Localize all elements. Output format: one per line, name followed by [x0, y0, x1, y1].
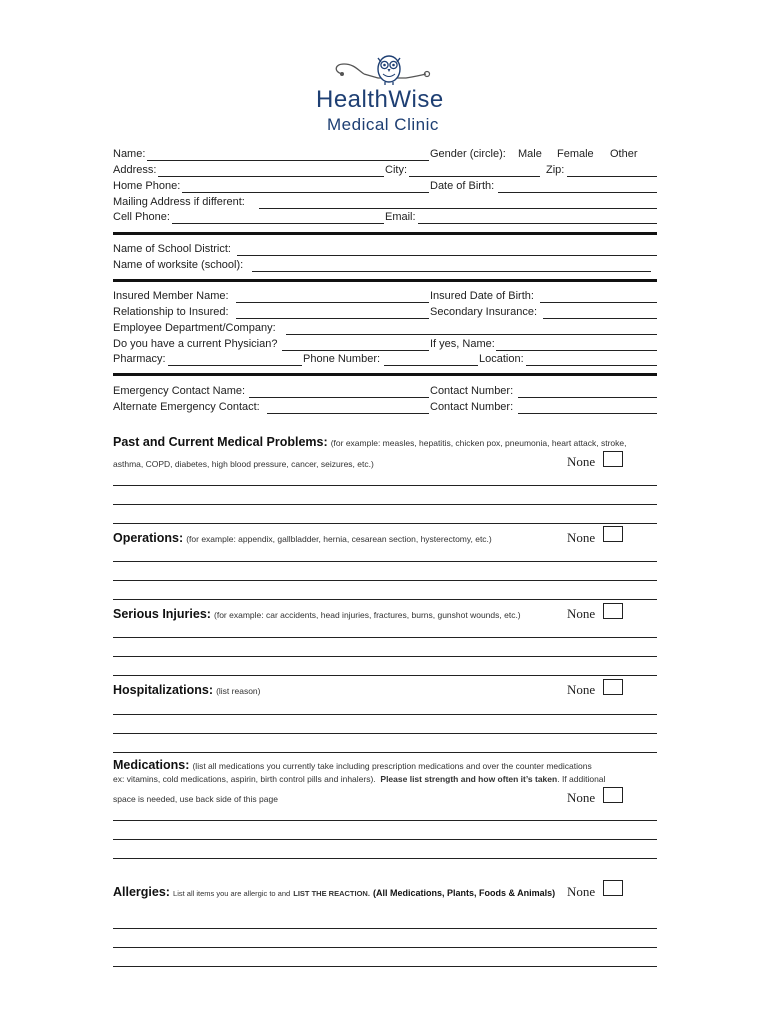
injuries-note: (for example: car accidents, head injuries, fractures, burns, gunshot wounds, etc.): [214, 610, 521, 620]
answer-line[interactable]: [113, 839, 657, 840]
address-label: Address:: [113, 164, 157, 176]
answer-line[interactable]: [113, 561, 657, 562]
name-field[interactable]: [147, 160, 429, 161]
answer-line[interactable]: [113, 966, 657, 967]
answer-line[interactable]: [113, 928, 657, 929]
pharmacy-location-field[interactable]: [526, 365, 657, 366]
home-phone-label: Home Phone:: [113, 180, 181, 192]
allergies-note: List all items you are allergic to and: [173, 889, 291, 898]
physician-field[interactable]: [282, 350, 429, 351]
section-divider: [113, 373, 657, 376]
pharmacy-phone-field[interactable]: [384, 365, 478, 366]
emergency-contact-field[interactable]: [249, 397, 429, 398]
gender-option-female[interactable]: Female: [557, 148, 594, 160]
pharmacy-field[interactable]: [168, 365, 302, 366]
medications-note-emphasis: Please list strength and how often it’s taken: [380, 774, 558, 784]
logo-subtitle: Medical Clinic: [327, 115, 439, 134]
medications-note-line3: space is needed, use back side of this page: [113, 794, 278, 804]
allergies-none-checkbox[interactable]: [603, 880, 623, 896]
answer-line[interactable]: [113, 523, 657, 524]
school-district-field[interactable]: [237, 255, 657, 256]
answer-line[interactable]: [113, 675, 657, 676]
operations-note: (for example: appendix, gallbladder, hernia, cesarean section, hysterectomy, etc.): [186, 534, 492, 544]
operations-none-label: None: [567, 530, 596, 545]
medications-note-additional: . If additional: [557, 774, 606, 784]
cell-phone-label: Cell Phone:: [113, 211, 170, 223]
insured-member-label: Insured Member Name:: [113, 290, 229, 302]
physician-label: Do you have a current Physician?: [113, 338, 278, 350]
email-field[interactable]: [418, 223, 657, 224]
clinic-logo: [310, 52, 460, 137]
pharmacy-label: Pharmacy:: [113, 353, 166, 365]
insured-dob-field[interactable]: [540, 302, 657, 303]
answer-line[interactable]: [113, 714, 657, 715]
department-label: Employee Department/Company:: [113, 322, 276, 334]
medical-problems-note-cont: asthma, COPD, diabetes, high blood pressure, cancer, seizures, etc.): [113, 459, 374, 469]
section-divider: [113, 232, 657, 235]
emergency-contact-label: Emergency Contact Name:: [113, 385, 246, 397]
answer-line[interactable]: [113, 820, 657, 821]
medications-none-checkbox[interactable]: [603, 787, 623, 803]
operations-none-checkbox[interactable]: [603, 526, 623, 542]
name-label: Name:: [113, 148, 146, 160]
cell-phone-field[interactable]: [172, 223, 384, 224]
medical-problems-none-label: None: [567, 454, 596, 469]
insured-member-field[interactable]: [236, 302, 429, 303]
secondary-insurance-field[interactable]: [543, 318, 657, 319]
gender-label: Gender (circle):: [430, 148, 506, 160]
home-phone-field[interactable]: [182, 192, 429, 193]
physician-name-label: If yes, Name:: [430, 338, 495, 350]
logo-wordmark: [316, 86, 444, 114]
email-label: Email:: [385, 211, 416, 223]
insured-dob-label: Insured Date of Birth:: [430, 290, 534, 302]
answer-line[interactable]: [113, 656, 657, 657]
emergency-number-field[interactable]: [518, 397, 657, 398]
relationship-label: Relationship to Insured:: [113, 306, 229, 318]
medications-title: Medications:: [113, 758, 190, 772]
dob-field[interactable]: [498, 192, 657, 193]
secondary-insurance-label: Secondary Insurance:: [430, 306, 538, 318]
answer-line[interactable]: [113, 947, 657, 948]
dob-label: Date of Birth:: [430, 180, 495, 192]
allergies-none-label: None: [567, 884, 596, 899]
answer-line[interactable]: [113, 752, 657, 753]
zip-field[interactable]: [567, 176, 657, 177]
school-district-label: Name of School District:: [113, 243, 231, 255]
medications-note-line2: [113, 773, 605, 786]
answer-line[interactable]: [113, 637, 657, 638]
pharmacy-location-label: Location:: [479, 353, 524, 365]
answer-line[interactable]: [113, 858, 657, 859]
gender-option-other[interactable]: Other: [610, 148, 638, 160]
injuries-none-label: None: [567, 606, 596, 621]
hospitalizations-note: (list reason): [216, 686, 261, 696]
medications-none-label: None: [567, 790, 596, 805]
owl-stethoscope-icon: [328, 52, 438, 88]
hospitalizations-none-checkbox[interactable]: [603, 679, 623, 695]
gender-option-male[interactable]: Male: [518, 148, 542, 160]
medical-problems-title: Past and Current Medical Problems:: [113, 435, 328, 449]
answer-line[interactable]: [113, 580, 657, 581]
alternate-contact-label: Alternate Emergency Contact:: [113, 401, 260, 413]
hospitalizations-none-label: None: [567, 682, 596, 697]
emergency-number-label: Contact Number:: [430, 385, 514, 397]
pharmacy-phone-label: Phone Number:: [303, 353, 381, 365]
logo-wise-text: Wise: [388, 86, 444, 113]
injuries-none-checkbox[interactable]: [603, 603, 623, 619]
address-field[interactable]: [158, 176, 384, 177]
worksite-field[interactable]: [252, 271, 651, 272]
injuries-title: Serious Injuries:: [113, 607, 211, 621]
city-label: City:: [385, 164, 407, 176]
alternate-number-label: Contact Number:: [430, 401, 514, 413]
medical-problems-note: (for example: measles, hepatitis, chicken pox, pneumonia, heart attack, stroke,: [330, 438, 627, 448]
medications-note-examples: ex: vitamins, cold medications, aspirin, birth control pills and inhalers).: [113, 774, 376, 784]
mailing-address-label: Mailing Address if different:: [113, 196, 245, 208]
department-field[interactable]: [286, 334, 657, 335]
alternate-contact-field[interactable]: [267, 413, 429, 414]
answer-line[interactable]: [113, 504, 657, 505]
zip-label: Zip:: [546, 164, 565, 176]
medications-note: (list all medications you currently take including prescription medications and over the counter medications: [192, 761, 592, 771]
city-field[interactable]: [409, 176, 540, 177]
hospitalizations-title: Hospitalizations:: [113, 683, 214, 697]
allergies-title: Allergies:: [113, 885, 170, 899]
allergies-note-categories: (All Medications, Plants, Foods & Animals): [372, 888, 556, 898]
physician-name-field[interactable]: [496, 350, 657, 351]
answer-line[interactable]: [113, 599, 657, 600]
allergies-note-reaction: LIST THE REACTION.: [293, 889, 370, 898]
worksite-label: Name of worksite (school):: [113, 259, 244, 271]
section-divider: [113, 279, 657, 282]
answer-line[interactable]: [113, 485, 657, 486]
mailing-address-field[interactable]: [259, 208, 657, 209]
answer-line[interactable]: [113, 733, 657, 734]
medical-problems-none-checkbox[interactable]: [603, 451, 623, 467]
logo-health-text: Health: [316, 86, 389, 113]
alternate-number-field[interactable]: [518, 413, 657, 414]
operations-title: Operations:: [113, 531, 184, 545]
relationship-field[interactable]: [236, 318, 429, 319]
